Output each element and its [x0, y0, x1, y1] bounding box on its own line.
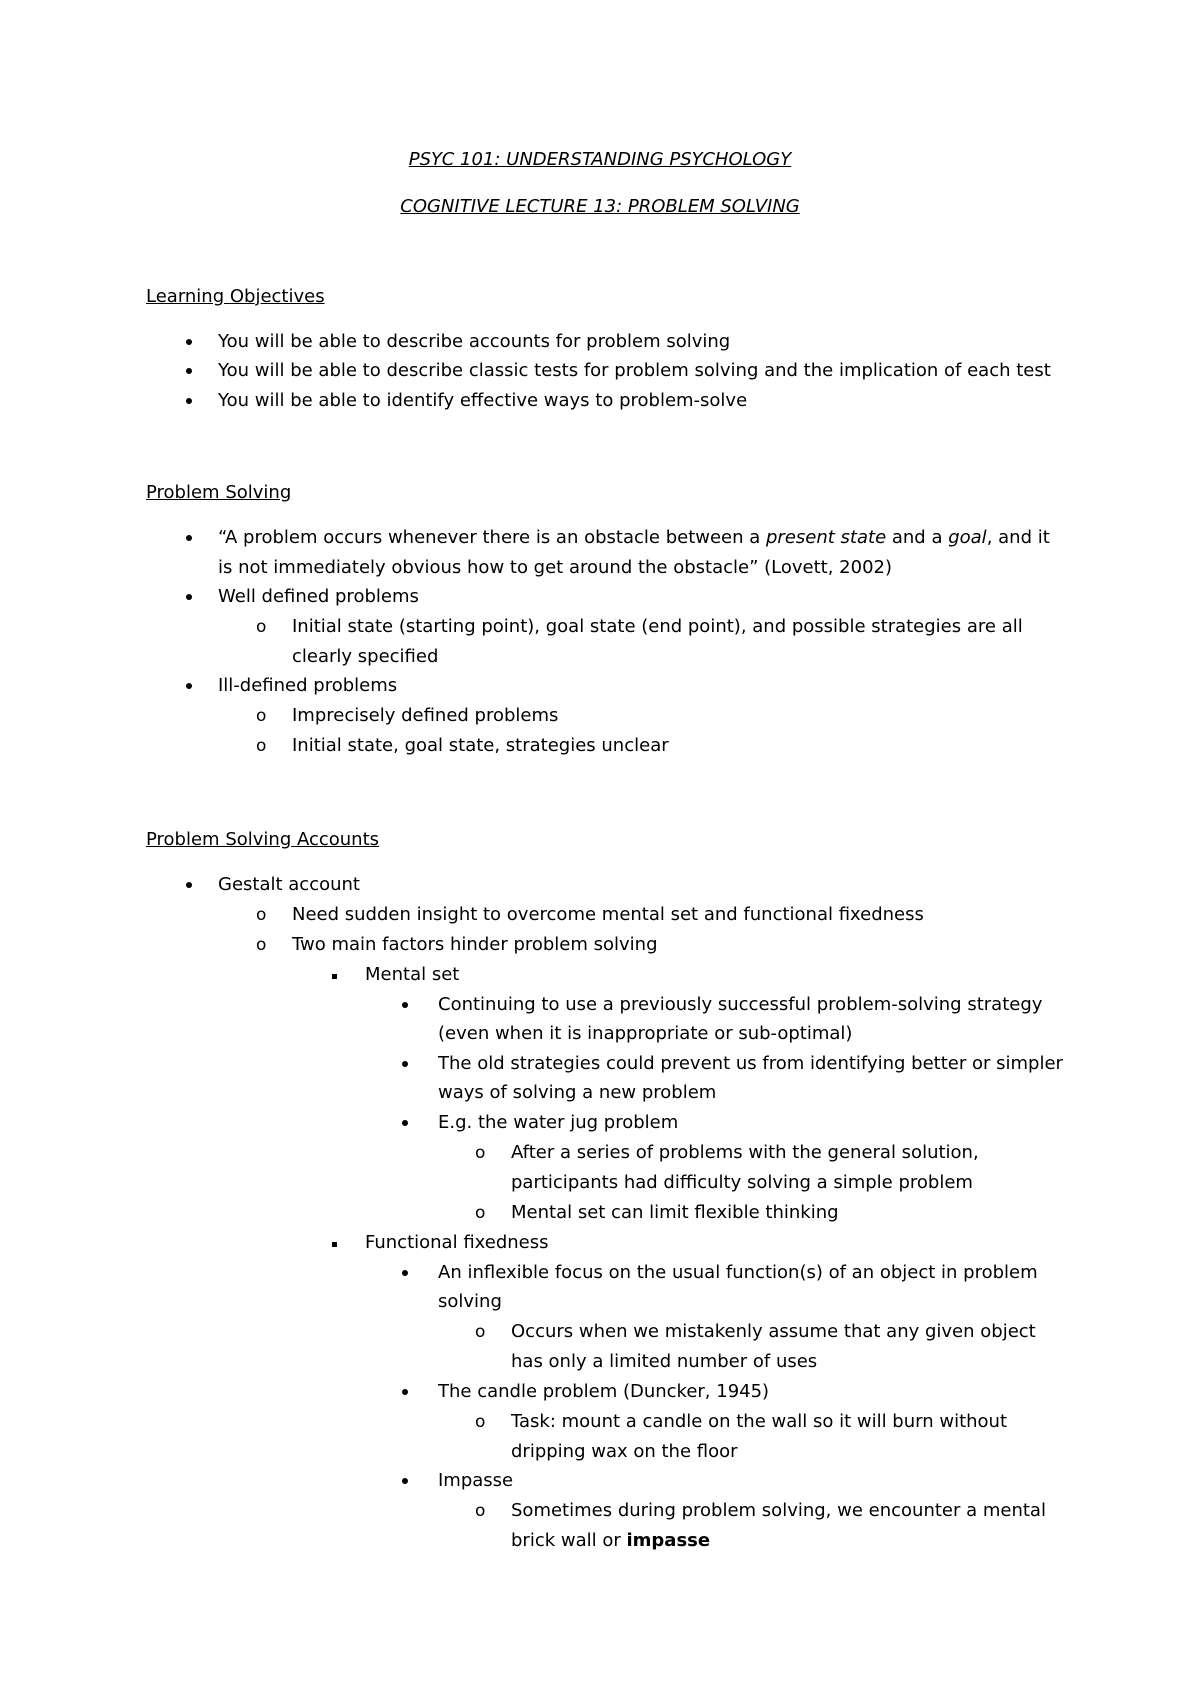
gestalt-detail: Need sudden insight to overcome mental set and functional fixedness [292, 904, 924, 925]
term-goal: goal [948, 527, 987, 548]
section-heading-accounts: Problem Solving Accounts [146, 829, 380, 850]
bullet-o: o [475, 1203, 486, 1223]
candle-problem: The candle problem (Duncker, 1945) [438, 1381, 770, 1402]
water-jug-detail: Mental set can limit flexible thinking [511, 1202, 839, 1223]
impasse-item: Impasse [438, 1470, 514, 1491]
bullet-dot [402, 1389, 408, 1395]
bullet-o: o [256, 905, 267, 925]
list-item-mental-set: Mental set [365, 964, 460, 985]
term-present-state: present state [766, 527, 887, 548]
gestalt-detail: Two main factors hinder problem solving [292, 934, 658, 955]
problem-definition-quote-cont: is not immediately obvious how to get around the obstacle” (Lovett, 2002) [218, 557, 893, 578]
bullet-dot [186, 535, 192, 541]
fixedness-detail: An inflexible focus on the usual function(s) of an object in problem [438, 1262, 1038, 1283]
fixedness-sub-detail: Occurs when we mistakenly assume that any given object [511, 1321, 1036, 1342]
ill-defined-detail: Imprecisely defined problems [292, 705, 559, 726]
bullet-dot [186, 398, 192, 404]
mental-set-detail-cont: (even when it is inappropriate or sub-optimal) [438, 1023, 853, 1044]
bullet-o: o [475, 1501, 486, 1521]
mental-set-detail: The old strategies could prevent us from identifying better or simpler [438, 1053, 1063, 1074]
bullet-o: o [475, 1143, 486, 1163]
bullet-dot [402, 1061, 408, 1067]
bullet-o: o [256, 706, 267, 726]
section-heading-problem-solving: Problem Solving [146, 482, 292, 503]
bullet-dot [186, 683, 192, 689]
bullet-dot [402, 1270, 408, 1276]
impasse-detail-cont: brick wall or impasse [511, 1530, 711, 1551]
mental-set-example: E.g. the water jug problem [438, 1112, 679, 1133]
bullet-dot [186, 339, 192, 345]
mental-set-detail: Continuing to use a previously successful problem-solving strategy [438, 994, 1043, 1015]
bullet-dot [186, 594, 192, 600]
candle-task: Task: mount a candle on the wall so it will burn without [511, 1411, 1008, 1432]
water-jug-detail: After a series of problems with the general solution, [511, 1142, 979, 1163]
bullet-dot [402, 1002, 408, 1008]
bullet-o: o [256, 736, 267, 756]
bullet-dot [402, 1478, 408, 1484]
bullet-square [332, 974, 337, 979]
bullet-o: o [256, 935, 267, 955]
bullet-dot [402, 1120, 408, 1126]
bullet-o: o [475, 1412, 486, 1432]
candle-task-cont: dripping wax on the floor [511, 1441, 738, 1462]
water-jug-detail-cont: participants had difficulty solving a simple problem [511, 1172, 973, 1193]
objective-item: You will be able to identify effective ways to problem-solve [218, 390, 748, 411]
fixedness-sub-detail-cont: has only a limited number of uses [511, 1351, 818, 1372]
fixedness-detail-cont: solving [438, 1291, 502, 1312]
ill-defined-detail: Initial state, goal state, strategies unclear [292, 735, 669, 756]
objective-item: You will be able to describe classic tests for problem solving and the implication of each test [218, 360, 1051, 381]
bullet-o: o [475, 1322, 486, 1342]
impasse-detail: Sometimes during problem solving, we encounter a mental [511, 1500, 1046, 1521]
document-subtitle: COGNITIVE LECTURE 13: PROBLEM SOLVING [400, 196, 800, 217]
well-defined-detail: Initial state (starting point), goal state (end point), and possible strategies are all [292, 616, 1023, 637]
bullet-dot [186, 368, 192, 374]
list-item-well-defined: Well defined problems [218, 586, 419, 607]
list-item-gestalt: Gestalt account [218, 874, 360, 895]
objective-item: You will be able to describe accounts for problem solving [218, 331, 731, 352]
bullet-square [332, 1242, 337, 1247]
term-impasse: impasse [626, 1530, 711, 1551]
list-item-ill-defined: Ill-defined problems [218, 675, 398, 696]
list-item-functional-fixedness: Functional fixedness [365, 1232, 549, 1253]
document-title: PSYC 101: UNDERSTANDING PSYCHOLOGY [408, 149, 792, 170]
problem-definition-quote: “A problem occurs whenever there is an obstacle between a present state and a goal, and it [218, 527, 1050, 548]
bullet-dot [186, 882, 192, 888]
well-defined-detail-cont: clearly specified [292, 646, 439, 667]
section-heading-learning-objectives: Learning Objectives [146, 286, 325, 307]
mental-set-detail-cont: ways of solving a new problem [438, 1082, 717, 1103]
bullet-o: o [256, 617, 267, 637]
